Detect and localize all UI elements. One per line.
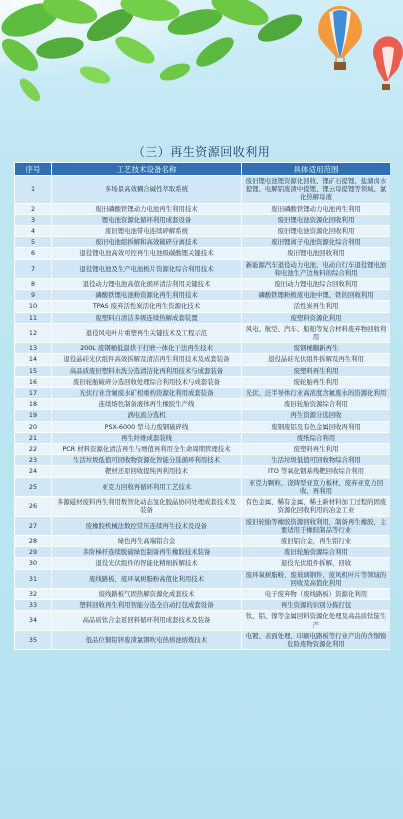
application-scope: 钛、铝、镍等金属回料资源化处理及高品质钛锭生产 bbox=[242, 611, 391, 630]
row-number: 22 bbox=[15, 444, 52, 455]
table-row bbox=[15, 203, 391, 214]
table-row bbox=[15, 630, 391, 649]
application-scope: 有色金属、稀有金属、稀土新材料加工过程的固废资源化回收利用的冶金工业 bbox=[242, 497, 391, 516]
technology-name: 低品位铜铅锌废渣氯钢吹电热熔池熔炼技术 bbox=[52, 630, 242, 649]
technology-name: 废旧磷酸铁锂动力电池再生利用技术 bbox=[52, 203, 242, 214]
technology-name: 退役锂电池及生产电池极片资源化综合利用技术 bbox=[52, 259, 242, 278]
row-number: 33 bbox=[15, 600, 52, 611]
table-row bbox=[15, 323, 391, 342]
column-header-technology: 工艺技术设备名称 bbox=[52, 163, 242, 176]
application-scope: 亚克力颗粒、浇铸型亚克力板材、废弃亚克力回收、再利用 bbox=[242, 477, 391, 496]
application-scope: 废塑料再生利用 bbox=[242, 365, 391, 376]
row-number: 14 bbox=[15, 354, 52, 365]
technology-name: 再生纤维成套装线 bbox=[52, 432, 242, 443]
table-header-row bbox=[15, 163, 391, 176]
application-scope: 退役晶硅光伏组件拆解及再生利用 bbox=[242, 354, 391, 365]
table-row bbox=[15, 600, 391, 611]
table-row bbox=[15, 290, 391, 301]
row-number: 18 bbox=[15, 399, 52, 410]
row-number: 4 bbox=[15, 226, 52, 237]
row-number: 27 bbox=[15, 516, 52, 535]
row-number: 25 bbox=[15, 477, 52, 496]
row-number: 16 bbox=[15, 376, 52, 387]
header-decoration bbox=[0, 0, 403, 130]
application-scope: ITO 等氧化铟基残靶回收综合利用 bbox=[242, 466, 391, 477]
application-scope: 废钢桶翻新再生 bbox=[242, 343, 391, 354]
technology-name: 光伏行业含氟废水矿相重构资源化利用成套装备 bbox=[52, 388, 242, 399]
table-row bbox=[15, 312, 391, 323]
hot-air-balloon-icon bbox=[373, 36, 403, 90]
table-row bbox=[15, 354, 391, 365]
table-row bbox=[15, 279, 391, 290]
technology-name: 磷酸铁锂电池粉资源化再生利用技术 bbox=[52, 290, 242, 301]
row-number: 17 bbox=[15, 388, 52, 399]
table-row bbox=[15, 516, 391, 535]
technology-table bbox=[14, 162, 390, 812]
technology-name: 涡电流分选机 bbox=[52, 410, 242, 421]
table-row bbox=[15, 176, 391, 204]
table-row bbox=[15, 569, 391, 588]
application-scope: 废塑料资源化利用 bbox=[242, 312, 391, 323]
technology-name: 200L 废钢桶低温烘干打磨一体化干法再生技术 bbox=[52, 343, 242, 354]
application-scope: 废钢废铝及有色金属回收再利用 bbox=[242, 421, 391, 432]
section-title: （三）再生资源回收利用 bbox=[132, 145, 271, 159]
application-scope: 废纸综合利用 bbox=[242, 432, 391, 443]
technology-name: 连续熔色制备液体再生橡胶生产线 bbox=[52, 399, 242, 410]
table-row bbox=[15, 248, 391, 259]
technology-name: 塑料回收再生利用智能分选全自动打包成套设备 bbox=[52, 600, 242, 611]
row-number: 5 bbox=[15, 237, 52, 248]
table-row bbox=[15, 410, 391, 421]
technology-name: 退役光伏组件的智能化精细拆解技术 bbox=[52, 558, 242, 569]
application-scope: 新能源汽车退役动力电池、电动自行车退役锂电池和电池生产边角料的综合利用 bbox=[242, 259, 391, 278]
row-number: 9 bbox=[15, 290, 52, 301]
column-header-scope: 具体适用范围 bbox=[242, 163, 391, 176]
technology-name: 高品质废旧塑料水洗分选清洁化再利用技术与成套装备 bbox=[52, 365, 242, 376]
row-number: 15 bbox=[15, 365, 52, 376]
leaves-decoration bbox=[0, 0, 306, 105]
row-number: 35 bbox=[15, 630, 52, 649]
column-header-number: 序号 bbox=[15, 163, 52, 176]
recycling-technology-table bbox=[14, 162, 390, 650]
technology-name: 退役动力锂电池高值化循环清洁利用关键技术 bbox=[52, 279, 242, 290]
application-scope: 再生资源的识别分拣打包 bbox=[242, 600, 391, 611]
application-scope: 生活垃圾低值可回收物综合利用 bbox=[242, 455, 391, 466]
table-row bbox=[15, 535, 391, 546]
table-row bbox=[15, 497, 391, 516]
table-row bbox=[15, 477, 391, 496]
row-number: 10 bbox=[15, 301, 52, 312]
row-number: 21 bbox=[15, 432, 52, 443]
application-scope: 废旧动力锂电池综合回收利用 bbox=[242, 279, 391, 290]
technology-name: 靶材还原回收提纯再利用技术 bbox=[52, 466, 242, 477]
technology-name: 生活垃圾低值可回收物资源化智能分选循环利用技术 bbox=[52, 455, 242, 466]
row-number: 34 bbox=[15, 611, 52, 630]
technology-name: 退役风电叶片重塑再生关键技术及工程示范 bbox=[52, 323, 242, 342]
table-row bbox=[15, 558, 391, 569]
technology-name: 锂电池资源化循环利用成套设备 bbox=[52, 214, 242, 225]
table-row bbox=[15, 343, 391, 354]
table-row bbox=[15, 455, 391, 466]
application-scope: 再生资源分选回收 bbox=[242, 410, 391, 421]
application-scope: 磷酸铁锂粉极废电池中锂、铁的回收利用 bbox=[242, 290, 391, 301]
table-row bbox=[15, 399, 391, 410]
technology-name: TPAS 废弃活性炭活化再生资源化技术 bbox=[52, 301, 242, 312]
table-row bbox=[15, 301, 391, 312]
hot-air-balloon-icon bbox=[318, 6, 362, 70]
application-scope: 电子废弃物（废线路板）资源化利用 bbox=[242, 588, 391, 599]
table-row bbox=[15, 388, 391, 399]
table-row bbox=[15, 259, 391, 278]
application-scope: 废旧锂电池锂资源化回收、锂矿石提锂、盐湖卤水提锂、电解铝废渣中提锂、锂云母提锂等领域、氯化热解母液 bbox=[242, 176, 391, 204]
technology-name: 亚克力回收再循环利用工艺技术 bbox=[52, 477, 242, 496]
application-scope: 废旧铝合金，再生铝行业 bbox=[242, 535, 391, 546]
table-body bbox=[15, 176, 391, 650]
technology-name: 多场景高效耦合碱性萃取系统 bbox=[52, 176, 242, 204]
row-number: 29 bbox=[15, 547, 52, 558]
table-row bbox=[15, 214, 391, 225]
technology-name: PSX-6000 型马力废钢破碎线 bbox=[52, 421, 242, 432]
row-number: 13 bbox=[15, 343, 52, 354]
table-row bbox=[15, 444, 391, 455]
row-number: 19 bbox=[15, 410, 52, 421]
row-number: 2 bbox=[15, 203, 52, 214]
technology-name: 废旧电池组拆解和高效破碎分离技术 bbox=[52, 237, 242, 248]
application-scope: 光伏、泛半导体行业高浓度含氟废水的资源化利用 bbox=[242, 388, 391, 399]
technology-name: 废旧锂电池带电连续碎解系统 bbox=[52, 226, 242, 237]
table-row bbox=[15, 432, 391, 443]
table-row bbox=[15, 421, 391, 432]
application-scope: 废旧锂电池资源化回收利用 bbox=[242, 226, 391, 237]
row-number: 30 bbox=[15, 558, 52, 569]
application-scope: 风电、航空、汽车、船舶等复合材料废弃物回收利用 bbox=[242, 323, 391, 342]
table-row bbox=[15, 226, 391, 237]
technology-name: 绿色再生高端铝合金 bbox=[52, 535, 242, 546]
application-scope: 退役光伏组件拆解、回收 bbox=[242, 558, 391, 569]
application-scope: 活性炭再生利用 bbox=[242, 301, 391, 312]
application-scope: 废塑料再生利用 bbox=[242, 444, 391, 455]
application-scope: 废轮胎再生利用 bbox=[242, 376, 391, 387]
table-row bbox=[15, 237, 391, 248]
table-row bbox=[15, 611, 391, 630]
row-number: 20 bbox=[15, 421, 52, 432]
table-row bbox=[15, 466, 391, 477]
technology-name: 退役晶硅光伏组件高效拆解及清洁再生利用技术及成套装备 bbox=[52, 354, 242, 365]
technology-name: 多源磁材废料再生利用数智化动态氢化脱晶协同处理成套技术及装备 bbox=[52, 497, 242, 516]
application-scope: 废旧锂离子电池资源化综合利用 bbox=[242, 237, 391, 248]
row-number: 7 bbox=[15, 259, 52, 278]
technology-name: 废线路板、废环氧树脂粉高值化利用技术 bbox=[52, 569, 242, 588]
row-number: 28 bbox=[15, 535, 52, 546]
technology-name: 废塑料自清洁多级连续热解成套装置 bbox=[52, 312, 242, 323]
technology-name: 退役锂电池高效可控再生电池级碳酸锂关键技术 bbox=[52, 248, 242, 259]
application-scope: 电镀、表面处理、印刷电路板等行业产出的含铜镍危险废物资源化利用 bbox=[242, 630, 391, 649]
row-number: 31 bbox=[15, 569, 52, 588]
row-number: 1 bbox=[15, 176, 52, 204]
row-number: 26 bbox=[15, 497, 52, 516]
row-number: 32 bbox=[15, 588, 52, 599]
row-number: 3 bbox=[15, 214, 52, 225]
technology-name: 废橡胶机械法数控常压连续再生技术及设备 bbox=[52, 516, 242, 535]
application-scope: 废旧轮胎资源综合利用 bbox=[242, 547, 391, 558]
table-row bbox=[15, 588, 391, 599]
technology-name: 多阶梯杆连续脱硫绿色制备再生橡胶技术装备 bbox=[52, 547, 242, 558]
technology-name: 废线路板气固热解资源化成套技术 bbox=[52, 588, 242, 599]
application-scope: 废环氧树脂粉、废玻璃钢件、废风机叶片等领域的回收及高值化利用 bbox=[242, 569, 391, 588]
table-row bbox=[15, 365, 391, 376]
table-row bbox=[15, 547, 391, 558]
application-scope: 废旧锂电池资源化回收利用 bbox=[242, 214, 391, 225]
application-scope: 废旧轮胎资源综合利用 bbox=[242, 399, 391, 410]
row-number: 11 bbox=[15, 312, 52, 323]
application-scope: 废旧锂电池回收利用 bbox=[242, 248, 391, 259]
row-number: 24 bbox=[15, 466, 52, 477]
row-number: 23 bbox=[15, 455, 52, 466]
row-number: 12 bbox=[15, 323, 52, 342]
row-number: 6 bbox=[15, 248, 52, 259]
technology-name: PCR 材料资源化清洁再生与增值再利用全生命周期管理技术 bbox=[52, 444, 242, 455]
application-scope: 废旧磷酸铁锂动力电池再生利用 bbox=[242, 203, 391, 214]
row-number: 8 bbox=[15, 279, 52, 290]
technology-name: 高品质钛合金返回料循环利用成套技术及装备 bbox=[52, 611, 242, 630]
table-row bbox=[15, 376, 391, 387]
technology-name: 废旧轮胎破碎分选回收处理综合利用技术与成套装备 bbox=[52, 376, 242, 387]
application-scope: 废旧轮胎等橡胶资源回收利用，制备再生橡胶，主要适用于橡胶制品等行业 bbox=[242, 516, 391, 535]
